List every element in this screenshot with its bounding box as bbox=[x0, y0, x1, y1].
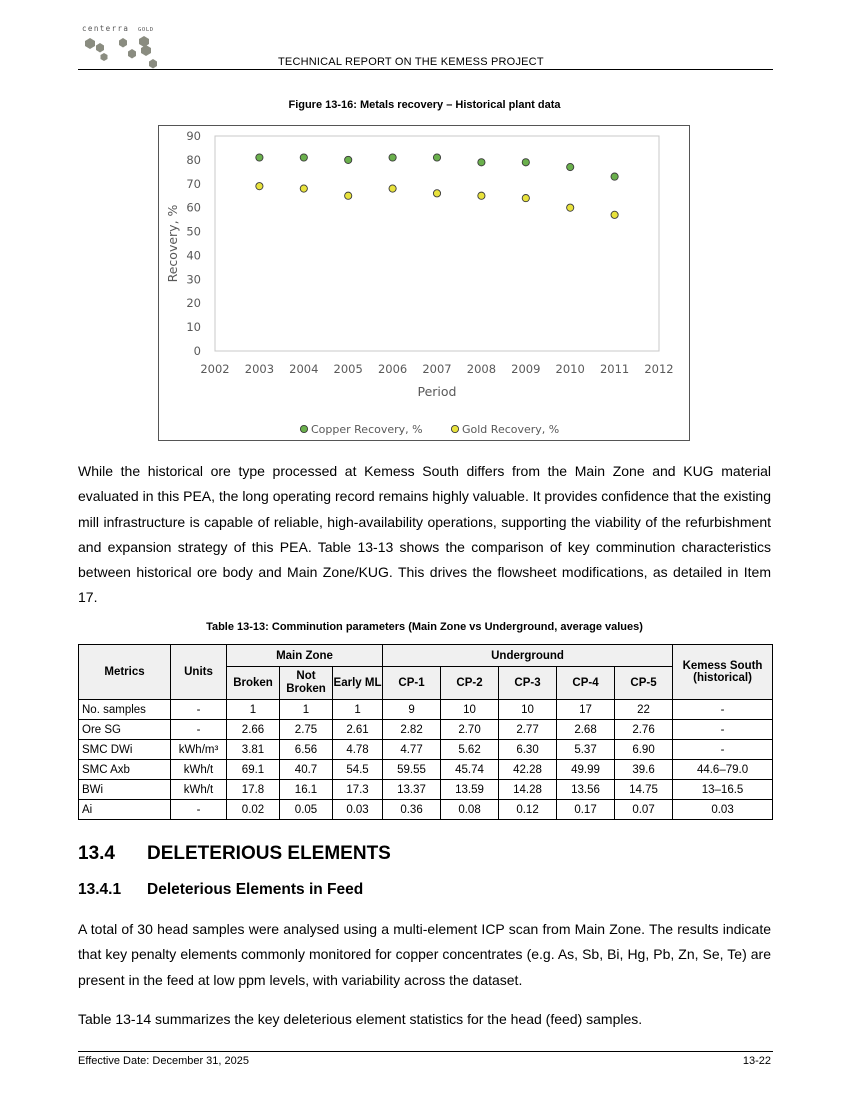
x-tick-label: 2005 bbox=[333, 362, 363, 376]
table-cell: 69.1 bbox=[227, 760, 280, 780]
x-tick-label: 2011 bbox=[599, 362, 630, 376]
body-paragraph-3: Table 13-14 summarizes the key deleterious element statistics for the head (feed) samples. bbox=[78, 1011, 643, 1027]
table-cell: 0.03 bbox=[333, 800, 383, 820]
table-row bbox=[79, 700, 773, 720]
subheader-not-broken: Not Broken bbox=[280, 667, 333, 700]
table-cell: 0.07 bbox=[615, 800, 673, 820]
y-tick-label: 0 bbox=[193, 344, 201, 358]
y-tick-label: 50 bbox=[186, 224, 201, 239]
subheader-cp-1: CP-1 bbox=[383, 667, 441, 700]
subsection-heading bbox=[78, 881, 363, 899]
svg-text:centerra: centerra bbox=[82, 24, 130, 33]
body-paragraph-1: While the historical ore type processed at Kemess South differs from the Main Zone and KUG material evaluated in this PEA, the long operating record remains highly valuable. It provides confidence that the existing mill infrastructure is capable of reliable, high-availability operations, supporting the viability of the refurbishment and expansion strategy of this PEA. Table 13-13 shows the comparison of key comminution characteristics between historical ore body and Main Zone/KUG. This drives the flowsheet modifications, as detailed in Item 17. bbox=[78, 463, 771, 606]
table-cell: 2.68 bbox=[557, 720, 615, 740]
table-cell: 14.28 bbox=[499, 780, 557, 800]
table-cell: - bbox=[673, 720, 773, 740]
x-axis-label: Period bbox=[417, 384, 457, 399]
table-caption: Table 13-13: Comminution parameters (Main Zone vs Underground, average values) bbox=[206, 621, 643, 633]
table-cell: 59.55 bbox=[383, 760, 441, 780]
table-cell: 1 bbox=[227, 700, 280, 720]
table-cell: 2.66 bbox=[227, 720, 280, 740]
table-cell: - bbox=[171, 700, 227, 720]
svg-text:GOLD: GOLD bbox=[138, 27, 154, 33]
table-cell: 17 bbox=[557, 700, 615, 720]
copper-recovery-point bbox=[300, 154, 307, 161]
gold-recovery-point bbox=[345, 192, 352, 199]
table-cell: 6.56 bbox=[280, 740, 333, 760]
x-tick-label: 2012 bbox=[644, 362, 674, 376]
gold-legend-label: Gold Recovery, % bbox=[462, 423, 560, 436]
subheader-early-ml: Early ML bbox=[333, 667, 383, 700]
table-row bbox=[79, 760, 773, 780]
table-cell: 39.6 bbox=[615, 760, 673, 780]
metric-name: Ai bbox=[79, 800, 171, 820]
table-cell: 10 bbox=[441, 700, 499, 720]
table-cell: 13.56 bbox=[557, 780, 615, 800]
header-main-zone: Main Zone bbox=[227, 645, 383, 667]
table-cell: - bbox=[171, 800, 227, 820]
copper-recovery-point bbox=[567, 163, 574, 170]
y-tick-label: 40 bbox=[186, 248, 201, 263]
table-cell: 0.05 bbox=[280, 800, 333, 820]
table-cell: - bbox=[673, 700, 773, 720]
x-tick-label: 2004 bbox=[289, 362, 319, 376]
table-cell: 9 bbox=[383, 700, 441, 720]
x-tick-label: 2009 bbox=[511, 362, 541, 376]
subheader-cp-4: CP-4 bbox=[557, 667, 615, 700]
table-cell: 4.78 bbox=[333, 740, 383, 760]
page-header bbox=[78, 18, 773, 70]
copper-recovery-point bbox=[611, 173, 618, 180]
table-cell: 49.99 bbox=[557, 760, 615, 780]
table-cell: 2.75 bbox=[280, 720, 333, 740]
x-tick-label: 2008 bbox=[466, 362, 497, 376]
x-tick-label: 2006 bbox=[377, 362, 408, 376]
table-cell: kWh/m³ bbox=[171, 740, 227, 760]
table-cell: 0.02 bbox=[227, 800, 280, 820]
header-kemess-south: Kemess South (historical) bbox=[673, 645, 773, 700]
gold-recovery-point bbox=[389, 185, 396, 192]
y-tick-label: 20 bbox=[186, 296, 201, 311]
gold-recovery-point bbox=[433, 190, 440, 197]
copper-recovery-point bbox=[433, 154, 440, 161]
table-cell: - bbox=[673, 740, 773, 760]
table-row bbox=[79, 800, 773, 820]
footer-divider bbox=[78, 1051, 773, 1052]
subheader-cp-2: CP-2 bbox=[441, 667, 499, 700]
table-row bbox=[79, 780, 773, 800]
chart-canvas bbox=[159, 126, 691, 442]
section-heading bbox=[78, 843, 391, 865]
table-cell: 13.59 bbox=[441, 780, 499, 800]
y-tick-label: 90 bbox=[186, 129, 201, 143]
table-cell: 16.1 bbox=[280, 780, 333, 800]
table-cell: 2.70 bbox=[441, 720, 499, 740]
gold-recovery-point bbox=[567, 204, 574, 211]
table-cell: 0.08 bbox=[441, 800, 499, 820]
table-cell: 2.76 bbox=[615, 720, 673, 740]
copper-recovery-point bbox=[345, 156, 352, 163]
gold-recovery-point bbox=[478, 192, 485, 199]
metric-name: SMC DWi bbox=[79, 740, 171, 760]
table-cell: 1 bbox=[280, 700, 333, 720]
table-cell: 3.81 bbox=[227, 740, 280, 760]
x-tick-label: 2002 bbox=[200, 362, 230, 376]
copper-recovery-point bbox=[389, 154, 396, 161]
table-cell: 2.77 bbox=[499, 720, 557, 740]
table-cell: 4.77 bbox=[383, 740, 441, 760]
subheader-broken: Broken bbox=[227, 667, 280, 700]
table-cell: 0.17 bbox=[557, 800, 615, 820]
metric-name: Ore SG bbox=[79, 720, 171, 740]
table-cell: 2.82 bbox=[383, 720, 441, 740]
table-cell: 2.61 bbox=[333, 720, 383, 740]
table-cell: 45.74 bbox=[441, 760, 499, 780]
y-tick-label: 10 bbox=[186, 320, 201, 335]
table-cell: 0.03 bbox=[673, 800, 773, 820]
gold-recovery-point bbox=[256, 183, 263, 190]
recovery-chart bbox=[158, 125, 690, 441]
gold-legend-marker bbox=[451, 425, 458, 432]
plot-area bbox=[215, 136, 659, 351]
report-title: TECHNICAL REPORT ON THE KEMESS PROJECT bbox=[278, 56, 544, 68]
copper-recovery-point bbox=[478, 159, 485, 166]
table-cell: 42.28 bbox=[499, 760, 557, 780]
gold-recovery-point bbox=[522, 195, 529, 202]
gold-recovery-point bbox=[611, 211, 618, 218]
section-title: DELETERIOUS ELEMENTS bbox=[147, 843, 391, 864]
y-tick-label: 30 bbox=[186, 272, 201, 287]
copper-recovery-point bbox=[522, 159, 529, 166]
table-row bbox=[79, 740, 773, 760]
section-number: 13.4 bbox=[78, 843, 115, 864]
x-tick-label: 2010 bbox=[555, 362, 585, 376]
table-cell: 40.7 bbox=[280, 760, 333, 780]
table-cell: 22 bbox=[615, 700, 673, 720]
table-cell: 10 bbox=[499, 700, 557, 720]
metric-name: SMC Axb bbox=[79, 760, 171, 780]
table-cell: 44.6–79.0 bbox=[673, 760, 773, 780]
table-cell: 1 bbox=[333, 700, 383, 720]
table-cell: - bbox=[171, 720, 227, 740]
table-cell: kWh/t bbox=[171, 780, 227, 800]
table-cell: 17.8 bbox=[227, 780, 280, 800]
x-tick-label: 2007 bbox=[422, 362, 452, 376]
header-units: Units bbox=[171, 645, 227, 700]
copper-legend-marker bbox=[300, 425, 307, 432]
effective-date: Effective Date: December 31, 2025 bbox=[78, 1055, 250, 1067]
x-tick-label: 2003 bbox=[244, 362, 275, 376]
y-tick-label: 80 bbox=[186, 152, 201, 167]
gold-recovery-point bbox=[300, 185, 307, 192]
header-metrics: Metrics bbox=[79, 645, 171, 700]
body-paragraph-2: A total of 30 head samples were analysed using a multi-element ICP scan from Main Zone. The results indicate that key penalty elements commonly monitored for copper concentrates (e.g. As, Sb, Bi, Hg, Pb, Zn, Se, Te) are present in the feed at low ppm levels, with variability across the dataset. bbox=[78, 921, 771, 988]
table-cell: 6.90 bbox=[615, 740, 673, 760]
metric-name: No. samples bbox=[79, 700, 171, 720]
table-cell: 17.3 bbox=[333, 780, 383, 800]
y-tick-label: 60 bbox=[186, 200, 201, 215]
table-cell: 0.36 bbox=[383, 800, 441, 820]
figure-caption: Figure 13-16: Metals recovery – Historical plant data bbox=[288, 99, 561, 111]
comminution-table bbox=[78, 644, 773, 820]
subheader-cp-3: CP-3 bbox=[499, 667, 557, 700]
table-cell: 5.62 bbox=[441, 740, 499, 760]
table-cell: 13.37 bbox=[383, 780, 441, 800]
page-number: 13-22 bbox=[742, 1055, 771, 1067]
subsection-number: 13.4.1 bbox=[78, 881, 122, 898]
header-divider bbox=[78, 69, 773, 70]
y-axis-label: Recovery, % bbox=[165, 204, 180, 283]
table-cell: 0.12 bbox=[499, 800, 557, 820]
table-cell: 5.37 bbox=[557, 740, 615, 760]
y-tick-label: 70 bbox=[186, 176, 201, 191]
table-cell: kWh/t bbox=[171, 760, 227, 780]
table-cell: 54.5 bbox=[333, 760, 383, 780]
table-cell: 13–16.5 bbox=[673, 780, 773, 800]
table-cell: 14.75 bbox=[615, 780, 673, 800]
subheader-cp-5: CP-5 bbox=[615, 667, 673, 700]
header-underground: Underground bbox=[383, 645, 673, 667]
table-cell: 6.30 bbox=[499, 740, 557, 760]
copper-legend-label: Copper Recovery, % bbox=[311, 423, 423, 436]
table-row bbox=[79, 720, 773, 740]
metric-name: BWi bbox=[79, 780, 171, 800]
subsection-title: Deleterious Elements in Feed bbox=[147, 881, 364, 898]
copper-recovery-point bbox=[256, 154, 263, 161]
